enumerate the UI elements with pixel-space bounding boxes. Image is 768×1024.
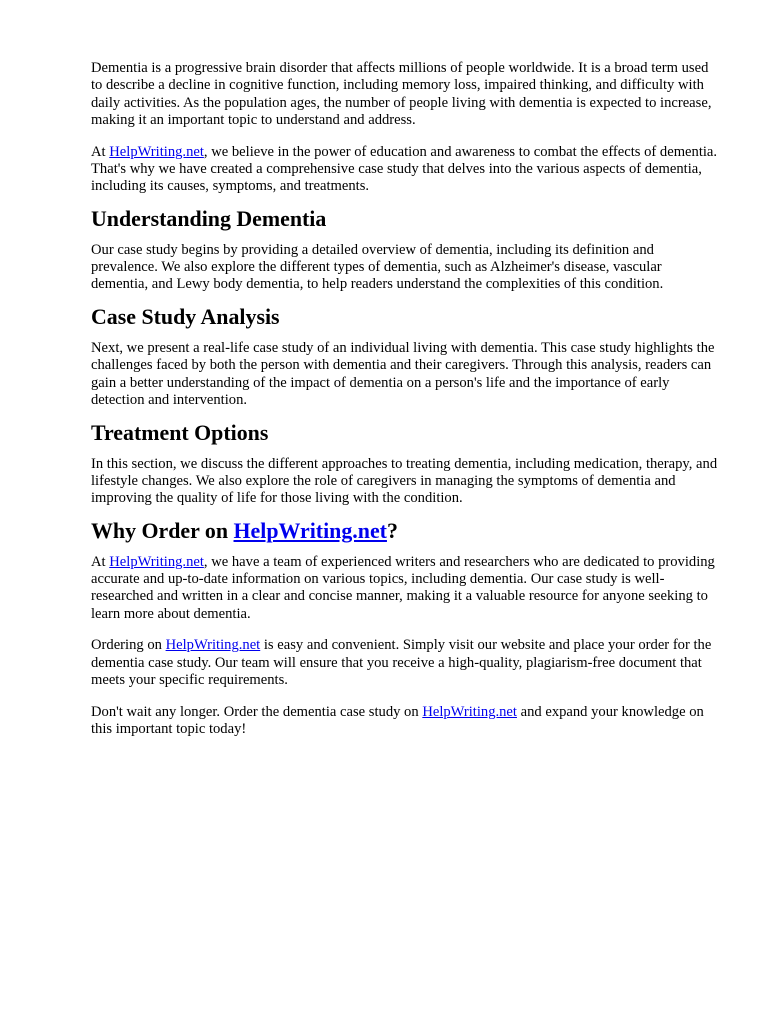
heading-why-order [91, 517, 721, 543]
intro-paragraph: Dementia is a progressive brain disorder that affects millions of people worldwide. It is a broad term used to describe a decline in cognitive function, including memory loss, impaired thinking, and difficulty with daily activities. As the population ages, the number of people living with dementia is expected to increase, making it an important topic to understand and address. [91, 60, 712, 128]
document-page [91, 60, 721, 753]
why-text-before: At [91, 553, 110, 570]
ordering-paragraph [91, 637, 721, 689]
why-text-after: , we have a team of experienced writers and researchers who are dedicated to providing accurate and up-to-date information on various topics, including dementia. Our case study is well-researched and written in a clear and concise manner, making it a valuable resource for anyone seeking to learn more about dementia. [91, 553, 715, 622]
analysis-paragraph: Next, we present a real-life case study of an individual living with dementia. This case study highlights the challenges faced by both the person with dementia and their caregivers. Through this analysis, readers can gain a better understanding of the impact of dementia on a person's life and the importance of early detection and intervention. [91, 340, 715, 408]
why-order-text-before: Why Order on [91, 517, 234, 543]
helpwriting-link-closing[interactable]: HelpWriting.net [422, 703, 517, 720]
heading-understanding-dementia: Understanding Dementia [91, 206, 327, 232]
helpwriting-link-team[interactable]: HelpWriting.net [109, 553, 204, 570]
about-text-before: At [91, 143, 110, 160]
heading-treatment-options: Treatment Options [91, 419, 269, 445]
understanding-paragraph: Our case study begins by providing a detailed overview of dementia, including its definition and prevalence. We also explore the different types of dementia, such as Alzheimer's disease, vascular dementia, and Lewy body dementia, to help readers understand the complexities of this condition. [91, 241, 664, 293]
helpwriting-link-heading[interactable]: HelpWriting.net [233, 517, 387, 543]
why-order-text-after: ? [386, 517, 398, 543]
about-text-after: , we believe in the power of education and awareness to combat the effects of dementia. That's why we have created a comprehensive case study that delves into the various aspects of dementia, including its causes, symptoms, and treatments. [91, 143, 718, 195]
helpwriting-link-about[interactable]: HelpWriting.net [109, 143, 204, 160]
why-order-paragraph [91, 554, 721, 623]
ordering-text-after: is easy and convenient. Simply visit our website and place your order for the dementia case study. Our team will ensure that you receive a high-quality, plagiarism-free document that meets your specific requirements. [91, 637, 712, 689]
closing-text-before: Don't wait any longer. Order the dementia case study on [91, 703, 423, 720]
ordering-text-before: Ordering on [91, 637, 166, 654]
heading-case-study-analysis: Case Study Analysis [91, 304, 280, 330]
treatment-paragraph: In this section, we discuss the different approaches to treating dementia, including medication, therapy, and lifestyle changes. We also explore the role of caregivers in managing the symptoms of dementia and improving the quality of life for those living with the condition. [91, 455, 718, 507]
closing-text-after: and expand your knowledge on this important topic today! [91, 703, 704, 738]
closing-paragraph [91, 704, 721, 739]
helpwriting-link-ordering[interactable]: HelpWriting.net [165, 637, 261, 654]
about-paragraph [91, 144, 721, 196]
